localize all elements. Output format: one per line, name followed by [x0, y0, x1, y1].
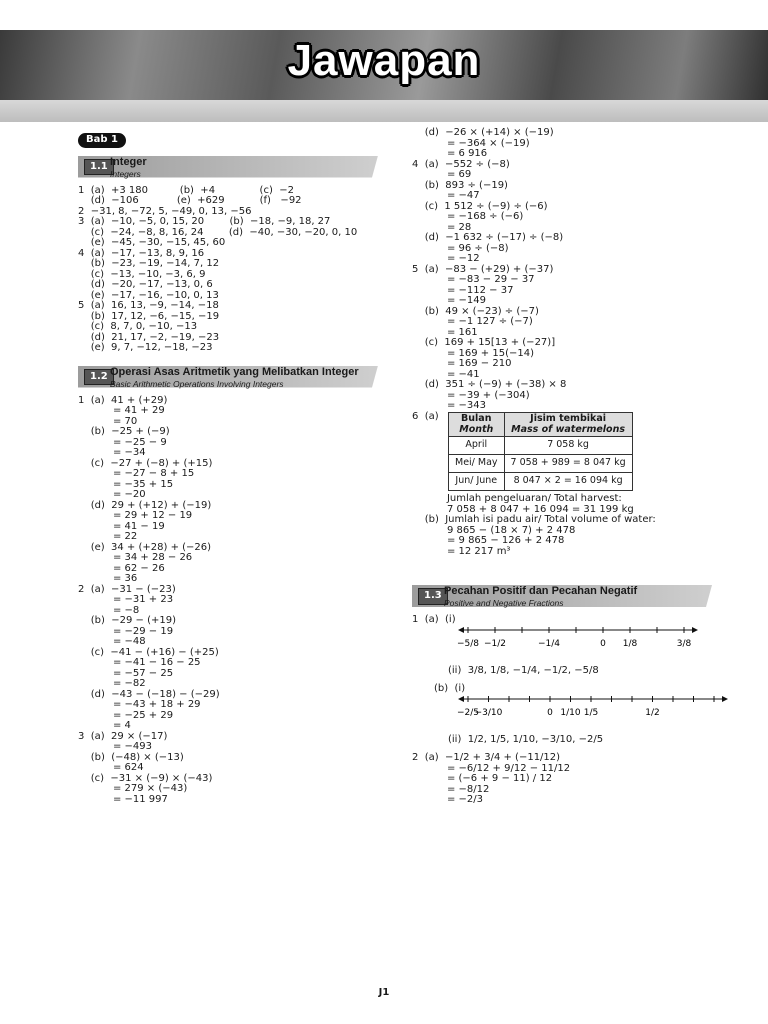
- answer-line: = −41 − 16 − 25: [78, 657, 201, 668]
- answer-line: = −57 − 25: [78, 667, 174, 679]
- answer-line: = −39 + (−304): [412, 389, 530, 401]
- answers-1-1: [78, 186, 388, 354]
- answer-line: (d) −1 632 ÷ (−17) ÷ (−8): [412, 232, 564, 243]
- header-stripe: [0, 100, 768, 122]
- q1a-ii: (ii) 3/8, 1/8, −1/4, −1/2, −5/8: [448, 664, 599, 676]
- table-row: Jun/ June 8 047 × 2 = 16 094 kg: [449, 473, 633, 491]
- number-line-a: [438, 626, 712, 666]
- chapter-badge: Bab 1: [78, 133, 126, 148]
- answer-line: (c) 8, 7, 0, −10, −13: [78, 321, 198, 332]
- answer-line: (c) 169 + 15[13 + (−27)]: [412, 337, 556, 348]
- answer-line: 2 (a) −1/2 + 3/4 + (−11/12): [412, 752, 561, 763]
- answer-line: = −2/3: [412, 794, 483, 805]
- answer-line: (d) −106 (e) +629 (f) −92: [78, 195, 302, 206]
- answer-line: (c) −31 × (−9) × (−43): [78, 772, 213, 784]
- answer-line: = 279 × (−43): [78, 783, 188, 794]
- answer-line: = −25 + 29: [78, 709, 174, 721]
- section-header-1-2: [78, 366, 388, 392]
- answer-line: (d) 351 ÷ (−9) + (−38) × 8: [412, 379, 567, 390]
- answer-line: = −6/12 + 9/12 − 11/12: [412, 762, 571, 774]
- tick-label: 1/2: [645, 707, 660, 718]
- section-header-1-3: [412, 585, 712, 611]
- answer-line: 6 (a): [412, 410, 439, 422]
- section-subtitle: Basic Arithmetic Operations Involving Integers: [110, 378, 284, 389]
- section-number: 1.1: [84, 159, 114, 176]
- answer-line: 2 (a) −31 − (−23): [78, 583, 176, 595]
- answer-line: = −31 + 23: [78, 594, 174, 605]
- answers-6: [412, 494, 712, 557]
- tick-label: 3/8: [676, 638, 692, 649]
- answer-line: = −34: [78, 447, 146, 458]
- answer-line: = 41 + 29: [78, 405, 165, 416]
- answer-line: (e) −45, −30, −15, 45, 60: [78, 237, 226, 248]
- arrow-left-icon: [458, 627, 464, 633]
- answer-line: 7 058 + 8 047 + 16 094 = 31 199 kg: [412, 503, 634, 515]
- section-title: Integer: [110, 155, 147, 168]
- answer-line: 3 (a) −10, −5, 0, 15, 20 (b) −18, −9, 18, 27: [78, 216, 331, 227]
- arrow-right-icon: [722, 696, 728, 702]
- answer-line: = −364 × (−19): [412, 137, 530, 149]
- tick-label: 0: [547, 707, 553, 718]
- answer-line: = −82: [78, 678, 146, 689]
- tick-label: −3/10: [474, 707, 503, 718]
- answer-line: = 36: [78, 573, 138, 584]
- answer-line: = −11 997: [78, 793, 168, 805]
- column-right: [412, 128, 712, 806]
- arrow-left-icon: [458, 696, 464, 702]
- q1a-label: 1 (a) (i): [412, 614, 456, 625]
- answer-line: = 4: [78, 720, 131, 731]
- answer-line: 5 (a) 16, 13, −9, −14, −18: [78, 300, 219, 311]
- table-header: Jisim tembikai Mass of watermelons: [504, 413, 632, 437]
- answer-line: = (−6 + 9 − 11) / 12: [412, 773, 553, 784]
- table-row: Mei/ May 7 058 + 989 = 8 047 kg: [449, 455, 633, 473]
- answer-line: = −493: [78, 741, 152, 752]
- tick-label: 1/8: [622, 638, 638, 649]
- answer-line: = 12 217 m³: [412, 545, 511, 557]
- table-row: April 7 058 kg: [449, 437, 633, 455]
- answer-line: 5 (a) −83 − (+29) + (−37): [412, 263, 554, 275]
- answer-line: = −35 + 15: [78, 478, 174, 490]
- answer-line: = −29 − 19: [78, 625, 174, 637]
- answer-line: (c) −13, −10, −3, 6, 9: [78, 268, 206, 280]
- section-title: Pecahan Positif dan Pecahan Negatif: [444, 585, 638, 597]
- tick-label: 1/10: [560, 707, 581, 718]
- tick-label: −1/4: [537, 638, 561, 649]
- answer-line: (b) −23, −19, −14, 7, 12: [78, 258, 220, 269]
- answer-line: = −168 ÷ (−6): [412, 211, 524, 222]
- answer-line: Jumlah pengeluaran/ Total harvest:: [412, 493, 622, 504]
- answer-line: (e) 34 + (+28) + (−26): [78, 541, 212, 553]
- answer-line: = 29 + 12 − 19: [78, 510, 193, 521]
- tick-label: 0: [600, 638, 606, 649]
- number-line-b-svg: [438, 695, 728, 731]
- answer-line: (d) 21, 17, −2, −19, −23: [78, 331, 220, 343]
- answer-line: = −20: [78, 489, 146, 500]
- answer-line: (b) −25 + (−9): [78, 426, 170, 437]
- answer-line: (b) Jumlah isi padu air/ Total volume of water:: [412, 514, 656, 525]
- answer-line: = −48: [78, 636, 146, 647]
- answer-line: 9 865 − (18 × 7) + 2 478: [412, 524, 576, 536]
- number-line-b: [438, 695, 712, 735]
- answer-line: (d) −26 × (+14) × (−19): [412, 127, 554, 138]
- q1b-label: (b) (i): [434, 683, 466, 694]
- answer-line: (c) −41 − (+16) − (+25): [78, 646, 219, 658]
- answer-line: = 6 916: [412, 148, 488, 159]
- answer-line: = −8/12: [412, 783, 490, 795]
- answer-line: (d) 29 + (+12) + (−19): [78, 499, 212, 511]
- column-left: [78, 133, 388, 805]
- section-title: Operasi Asas Aritmetik yang Melibatkan Integer: [110, 365, 359, 378]
- answer-line: = 169 − 210: [412, 358, 512, 369]
- answer-line: = −41: [412, 368, 480, 380]
- answer-line: = −43 + 18 + 29: [78, 699, 201, 710]
- table-header: Bulan Month: [449, 413, 505, 437]
- section-number: 1.3: [418, 588, 448, 605]
- answer-line: 3 (a) 29 × (−17): [78, 730, 168, 742]
- answer-line: = −83 − 29 − 37: [412, 274, 535, 285]
- answers-1-2-cont: [412, 128, 712, 422]
- answer-line: (b) −29 − (+19): [78, 615, 176, 626]
- answer-line: (e) 9, 7, −12, −18, −23: [78, 342, 213, 353]
- answer-line: = 70: [78, 415, 138, 427]
- answer-line: = −25 − 9: [78, 436, 167, 448]
- answer-line: (b) 17, 12, −6, −15, −19: [78, 310, 220, 322]
- answer-line: = 9 865 − 126 + 2 478: [412, 535, 565, 546]
- answer-line: (d) −20, −17, −13, 0, 6: [78, 279, 213, 290]
- answers-1-2: [78, 396, 388, 806]
- answer-line: (b) (−48) × (−13): [78, 751, 184, 763]
- answer-line: = −112 − 37: [412, 284, 514, 296]
- answer-line: = −1 127 ÷ (−7): [412, 316, 533, 327]
- answer-line: = 69: [412, 169, 472, 180]
- answer-line: (e) −17, −16, −10, 0, 13: [78, 289, 219, 301]
- section-header-1-1: [78, 156, 388, 182]
- answer-line: = 22: [78, 531, 138, 542]
- answer-line: 4 (a) −17, −13, 8, 9, 16: [78, 247, 205, 259]
- tick-label: −1/2: [483, 638, 507, 649]
- section-number: 1.2: [84, 369, 114, 386]
- answer-line: 1 (a) +3 180 (b) +4 (c) −2: [78, 184, 294, 196]
- section-subtitle: Integers: [110, 168, 141, 179]
- answer-line: = −343: [412, 400, 486, 411]
- answer-line: (c) 1 512 ÷ (−9) ÷ (−6): [412, 200, 548, 212]
- answer-line: = 41 − 19: [78, 520, 165, 532]
- answer-line: (d) −43 − (−18) − (−29): [78, 688, 220, 700]
- answer-line: (c) −27 + (−8) + (+15): [78, 457, 213, 469]
- number-line-a-svg: [438, 626, 698, 662]
- answer-line: = 28: [412, 221, 472, 233]
- answer-line: (b) 49 × (−23) ÷ (−7): [412, 305, 539, 317]
- answer-line: = 161: [412, 326, 478, 338]
- answer-line: 1 (a) 41 + (+29): [78, 394, 168, 406]
- answer-line: = −27 − 8 + 15: [78, 468, 195, 479]
- page-title: Jawapan: [287, 36, 481, 85]
- answer-line: (b) 893 ÷ (−19): [412, 179, 508, 191]
- tick-label: −2/5: [456, 707, 480, 718]
- answer-line: = −149: [412, 295, 486, 306]
- answer-line: 2 −31, 8, −72, 5, −49, 0, 13, −56: [78, 205, 252, 217]
- answer-line: (c) −24, −8, 8, 16, 24 (d) −40, −30, −20, 0, 10: [78, 226, 358, 238]
- answer-line: = 62 − 26: [78, 562, 165, 574]
- section-subtitle: Positive and Negative Fractions: [444, 598, 564, 608]
- answer-line: = 96 ÷ (−8): [412, 242, 509, 254]
- arrow-right-icon: [692, 627, 698, 633]
- answer-line: = −12: [412, 253, 480, 264]
- answer-line: = 34 + 28 − 26: [78, 552, 193, 563]
- watermelon-table: [448, 412, 633, 491]
- answer-line: = −8: [78, 604, 140, 616]
- answer-line: 4 (a) −552 ÷ (−8): [412, 158, 510, 170]
- tick-label: −5/8: [456, 638, 480, 649]
- q1b-ii: (ii) 1/2, 1/5, 1/10, −3/10, −2/5: [448, 733, 604, 745]
- answer-line: = 169 + 15(−14): [412, 347, 534, 359]
- answer-line: = 624: [78, 762, 144, 773]
- page-number: J1: [378, 987, 390, 998]
- answers-2: [412, 753, 712, 806]
- answer-line: = −47: [412, 190, 480, 201]
- tick-label: 1/5: [583, 707, 599, 718]
